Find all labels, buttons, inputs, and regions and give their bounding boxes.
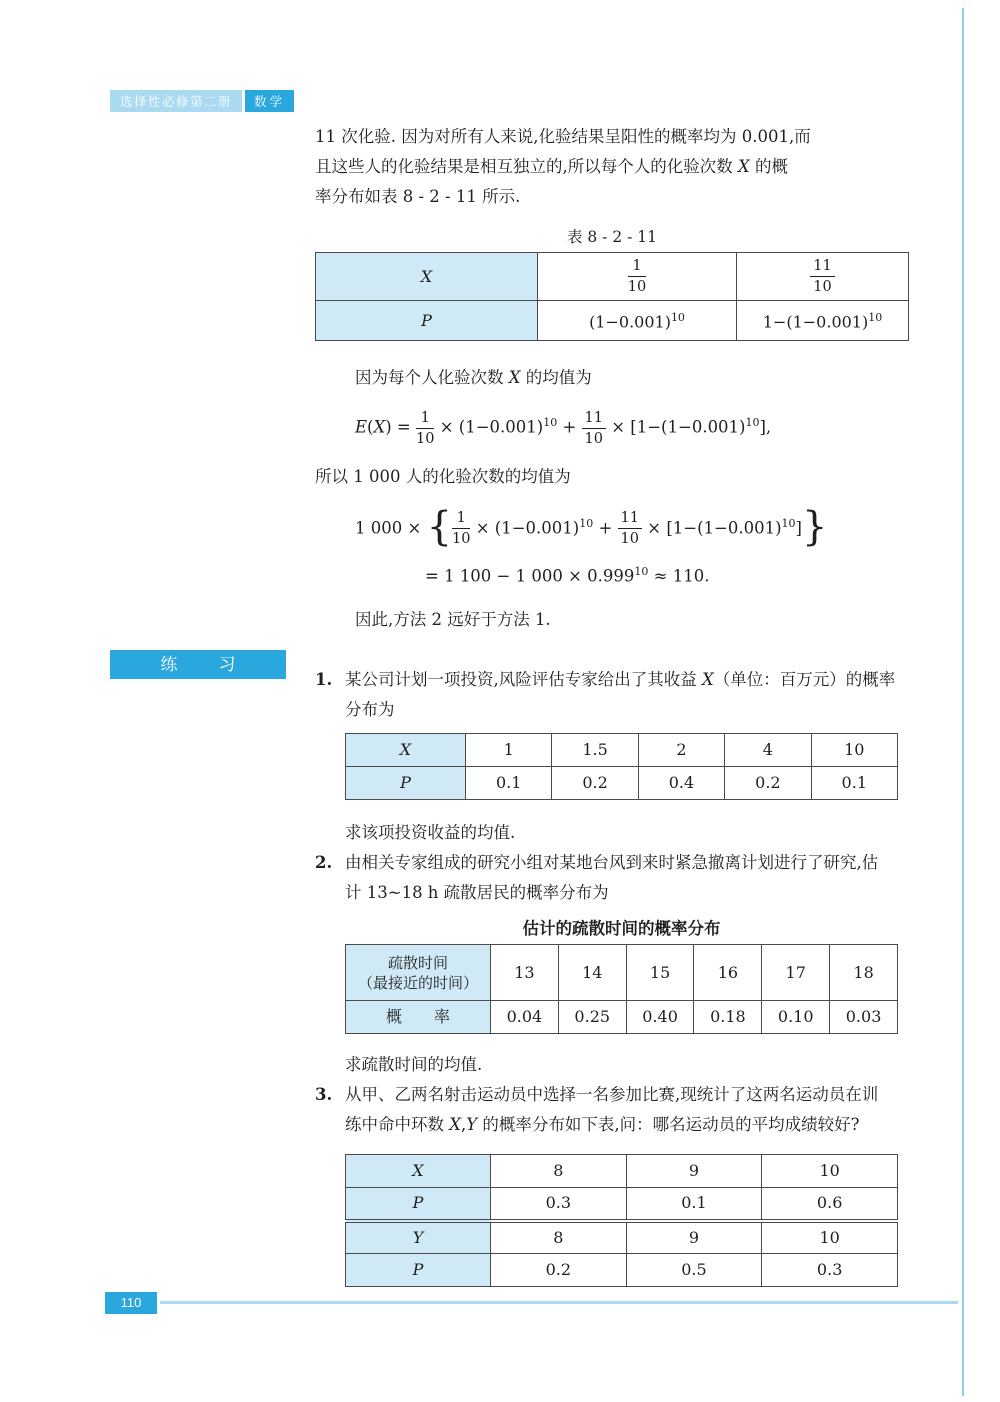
exercise-text-line	[345, 1110, 909, 1140]
exercise-text-line: 分布为	[345, 700, 395, 719]
math-fraction	[628, 258, 646, 295]
exercise-number: 3.	[315, 1085, 333, 1104]
math-variable: P	[421, 310, 432, 330]
math-term: +	[593, 518, 618, 537]
table-cell: 2	[638, 734, 724, 767]
text-segment: 的均值为	[520, 368, 592, 387]
exponent: 10	[579, 516, 594, 530]
book-title-badge: 选择性必修第二册	[110, 90, 242, 112]
fraction-numerator: 1	[416, 410, 434, 429]
exercise-3	[315, 1080, 909, 1287]
exponent: 10	[670, 311, 685, 325]
table-cell: 1	[466, 734, 552, 767]
fraction-denominator: 10	[813, 279, 832, 295]
math-term: × (1−0.001)	[434, 417, 544, 437]
table-cell: 9	[626, 1221, 762, 1254]
table-row	[346, 1001, 898, 1034]
fraction-denominator: 10	[620, 531, 639, 547]
math-variable: X	[420, 266, 433, 286]
table-cell: 0.18	[694, 1001, 762, 1034]
formula-total-tests	[355, 498, 909, 555]
table-row	[346, 1221, 898, 1254]
table-cell: 0.25	[558, 1001, 626, 1034]
main-content	[315, 122, 909, 1287]
paragraph-total: 所以 1 000 人的化验次数的均值为	[315, 466, 571, 486]
math-variable: Y	[466, 1115, 478, 1134]
table-cell: 18	[830, 945, 898, 1001]
math-variable: P	[400, 773, 411, 792]
math-term: ) =	[385, 417, 416, 437]
text-segment: 某公司计划一项投资,风险评估专家给出了其收益	[345, 670, 702, 689]
table-cell: 4	[725, 734, 811, 767]
right-margin-rule	[962, 8, 964, 1396]
text-segment: 的概率分布如下表,问：哪名运动员的平均成绩较好?	[477, 1115, 860, 1134]
math-term: +	[557, 417, 582, 437]
table-cell: 10	[811, 734, 897, 767]
shooters-distribution-table	[345, 1154, 898, 1287]
math-term: 1 000 ×	[355, 518, 427, 537]
evacuation-time-distribution-table	[345, 944, 898, 1034]
math-fraction	[452, 510, 470, 547]
table-row	[346, 767, 898, 800]
fraction-denominator: 10	[584, 430, 603, 447]
table-cell: 10	[762, 1155, 898, 1188]
intro-line-2	[315, 152, 909, 182]
table-cell: 0.6	[762, 1188, 898, 1221]
intro-line-1: 11 次化验. 因为对所有人来说,化验结果呈阳性的概率均为 0.001,而	[315, 127, 811, 146]
math-term: × [1−(1−0.001)	[605, 417, 746, 437]
table-header-cell	[316, 301, 538, 341]
table-cell: 0.1	[626, 1188, 762, 1221]
intro-line-3: 率分布如表 8 - 2 - 11 所示.	[315, 187, 521, 206]
math-variable: E	[355, 417, 368, 437]
table-cell: 0.3	[491, 1188, 627, 1221]
math-variable: X	[738, 157, 750, 176]
math-term: (	[367, 417, 374, 437]
math-fraction	[416, 410, 434, 447]
table-cell: 9	[626, 1155, 762, 1188]
header-label-line: （最接近的时间）	[357, 973, 478, 992]
table-header-cell	[346, 734, 466, 767]
header-label-line: 疏散时间	[387, 953, 448, 972]
paragraph-conclusion: 因此,方法 2 远好于方法 1.	[355, 610, 551, 629]
table-cell: 0.2	[552, 767, 638, 800]
exercise-body	[345, 848, 909, 1080]
math-variable: X	[412, 1161, 424, 1180]
exercise-text-line: 计 13~18 h 疏散居民的概率分布为	[345, 883, 609, 902]
table-header-cell	[346, 1254, 491, 1287]
table-cell	[737, 253, 909, 301]
exercise-body	[345, 665, 909, 848]
table-cell: 0.4	[638, 767, 724, 800]
table-row	[346, 945, 898, 1001]
table-cell: 8	[491, 1221, 627, 1254]
table-row	[346, 1155, 898, 1188]
exponent: 10	[745, 416, 760, 429]
table-cell: 14	[558, 945, 626, 1001]
table-cell: 17	[762, 945, 830, 1001]
math-variable: Y	[412, 1227, 424, 1247]
table-header-cell	[346, 1155, 491, 1188]
table-cell	[538, 253, 737, 301]
math-term: 1−(1−0.001)	[762, 312, 869, 332]
exponent: 10	[781, 516, 796, 530]
fraction-numerator: 11	[810, 258, 834, 277]
formula-total-result	[425, 557, 909, 592]
left-brace: {	[426, 503, 453, 550]
exercise-text-line	[345, 665, 909, 695]
page-header-badge	[110, 90, 294, 112]
math-term: × (1−0.001)	[470, 518, 580, 537]
text-segment: 且这些人的化验结果是相互独立的,所以每个人的化验次数	[315, 157, 738, 176]
table-cell: 16	[694, 945, 762, 1001]
table-cell: 1.5	[552, 734, 638, 767]
subject-badge: 数学	[245, 90, 294, 112]
math-variable: P	[412, 1260, 424, 1279]
table-cell: 0.03	[830, 1001, 898, 1034]
exercise-2	[315, 848, 909, 1080]
exercise-number: 2.	[315, 853, 333, 872]
exercise-text-line: 由相关专家组成的研究小组对某地台风到来时紧急撤离计划进行了研究,估	[345, 853, 879, 872]
math-term: = 1 100 − 1 000 × 0.999	[425, 566, 635, 585]
exercises-section	[315, 665, 909, 1287]
table-header-cell	[346, 1221, 491, 1254]
exercise-question: 求该项投资收益的均值.	[345, 823, 516, 842]
exponent: 10	[543, 416, 558, 429]
exercise-question: 求疏散时间的均值.	[345, 1055, 483, 1074]
table-cell: 10	[762, 1221, 898, 1254]
table-header-cell	[346, 1188, 491, 1221]
table-header-cell: 概 率	[346, 1001, 491, 1034]
exponent: 10	[634, 564, 649, 578]
math-term: ]	[795, 518, 802, 537]
math-term: (1−0.001)	[589, 312, 671, 332]
practice-section-label: 练 习	[110, 650, 286, 679]
table-row	[346, 734, 898, 767]
exercise-text-line: 从甲、乙两名射击运动员中选择一名参加比赛,现统计了这两名运动员在训	[345, 1085, 879, 1104]
fraction-numerator: 1	[452, 510, 470, 529]
table-cell: 0.1	[466, 767, 552, 800]
table-cell	[737, 301, 909, 341]
math-variable: X	[399, 740, 412, 759]
table-row	[316, 253, 909, 301]
right-brace: }	[801, 503, 828, 550]
text-segment: 的概	[749, 157, 788, 176]
fraction-numerator: 11	[582, 410, 606, 429]
fraction-denominator: 10	[627, 279, 647, 295]
math-fraction	[810, 258, 834, 295]
table-cell: 0.40	[626, 1001, 694, 1034]
table-cell	[538, 301, 737, 341]
math-fraction	[618, 510, 642, 547]
table-cell: 8	[491, 1155, 627, 1188]
table-cell: 13	[491, 945, 559, 1001]
paragraph-mean	[355, 363, 909, 393]
table-cell: 0.2	[491, 1254, 627, 1287]
math-variable: X	[702, 670, 714, 689]
text-segment: 因为每个人化验次数	[355, 368, 509, 387]
text-segment: ,	[461, 1115, 467, 1134]
exercise-number: 1.	[315, 670, 333, 689]
table-cell: 0.3	[762, 1254, 898, 1287]
exercise-1	[315, 665, 909, 848]
probability-table-8-2-11	[315, 252, 909, 341]
footer-rule	[160, 1301, 958, 1304]
math-term: ],	[759, 417, 772, 437]
page-number: 110	[105, 1292, 157, 1314]
table-row	[346, 1254, 898, 1287]
table-cell: 0.2	[725, 767, 811, 800]
math-variable: X	[449, 1115, 461, 1134]
math-term: × [1−(1−0.001)	[642, 518, 782, 537]
math-variable: P	[412, 1193, 424, 1213]
fraction-denominator: 10	[452, 531, 471, 547]
math-term: ≈ 110.	[648, 566, 710, 585]
table-cell: 0.1	[811, 767, 897, 800]
table-row	[316, 301, 909, 341]
math-variable: X	[373, 417, 386, 437]
formula-expected-value	[355, 401, 909, 450]
exercise-body	[345, 1080, 909, 1287]
table-cell: 0.10	[762, 1001, 830, 1034]
fraction-numerator: 1	[628, 258, 646, 277]
math-variable: X	[508, 368, 521, 387]
exponent: 10	[868, 311, 883, 325]
table-caption: 表 8 - 2 - 11	[566, 228, 658, 246]
table-cell: 15	[626, 945, 694, 1001]
table-header-cell	[346, 945, 491, 1001]
table-header-cell	[346, 767, 466, 800]
math-fraction	[582, 410, 606, 447]
table-title: 估计的疏散时间的概率分布	[522, 920, 721, 938]
fraction-denominator: 10	[416, 430, 435, 447]
table-cell: 0.04	[491, 1001, 559, 1034]
table-header-cell	[316, 253, 538, 301]
text-segment: （单位：百万元）的概率	[713, 670, 896, 689]
fraction-numerator: 11	[618, 510, 642, 529]
investment-distribution-table	[345, 733, 898, 800]
table-row	[346, 1188, 898, 1221]
text-segment: 练中命中环数	[345, 1115, 450, 1134]
table-cell: 0.5	[626, 1254, 762, 1287]
